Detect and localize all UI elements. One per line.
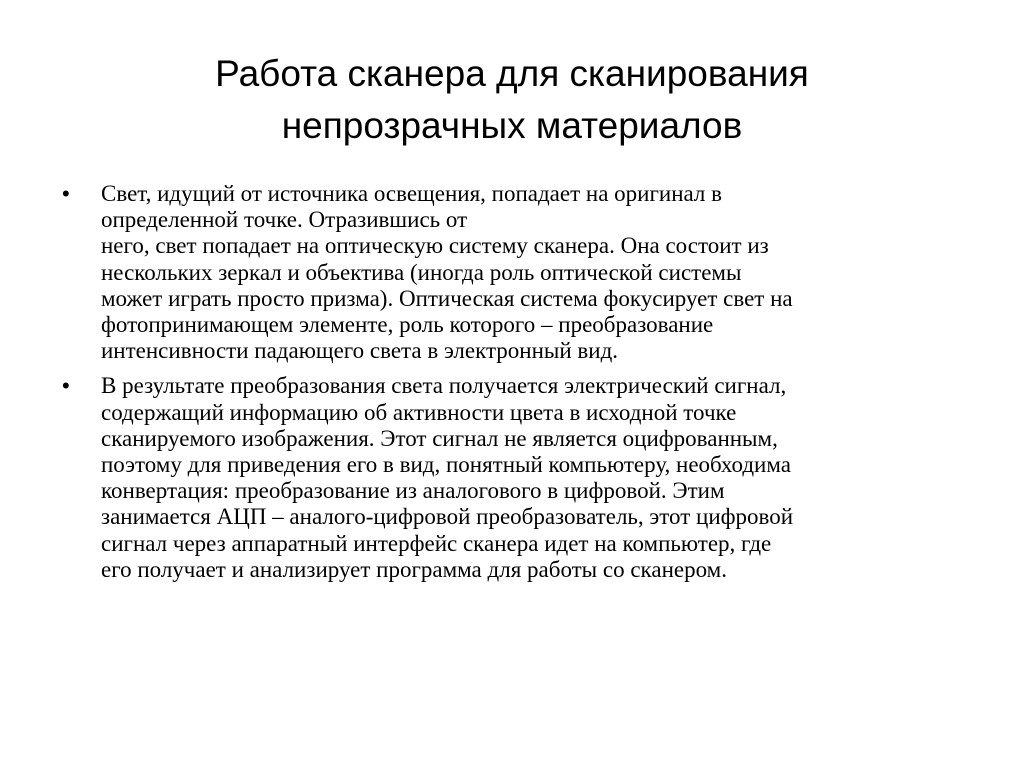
bullet-text-line: его получает и анализирует программа для работы со сканером. xyxy=(101,556,727,582)
bullet-text-line: занимается АЦП – аналого-цифровой преобразователь, этот цифровой xyxy=(101,504,794,530)
bullet-text-line: содержащий информацию об активности цвета в исходной точке xyxy=(101,399,737,425)
bullet-text-line: может играть просто призма). Оптическая система фокусирует свет на xyxy=(101,285,793,311)
bullet-text-line: поэтому для приведения его в вид, понятный компьютеру, необходима xyxy=(101,452,791,478)
bullet-item xyxy=(62,373,972,583)
bullet-text-line: сканируемого изображения. Этот сигнал не является оцифрованным, xyxy=(101,425,778,451)
bullet-list xyxy=(62,181,972,592)
bullet-item xyxy=(62,181,972,364)
bullet-dot-icon: • xyxy=(62,373,70,399)
bullet-text-line: него, свет попадает на оптическую систему сканера. Она состоит из xyxy=(101,233,769,259)
slide-title xyxy=(60,48,964,152)
bullet-text-line: нескольких зеркал и объектива (иногда роль оптической системы xyxy=(101,259,742,285)
bullet-text-line: В результате преобразования света получается электрический сигнал, xyxy=(101,373,787,399)
bullet-text-line: фотопринимающем элементе, роль которого – преобразование xyxy=(101,312,714,338)
bullet-text-line: сигнал через аппаратный интерфейс сканера идет на компьютер, где xyxy=(101,530,772,556)
bullet-text-line: конвертация: преобразование из аналогового в цифровой. Этим xyxy=(101,478,725,504)
bullet-text-line: Свет, идущий от источника освещения, попадает на оригинал в xyxy=(101,181,723,206)
bullet-dot-icon: • xyxy=(62,181,70,206)
bullet-text-line: определенной точке. Отразившись от xyxy=(101,207,468,233)
slide-title-line: Работа сканера для сканирования xyxy=(215,53,809,94)
bullet-text-line: интенсивности падающего света в электронный вид. xyxy=(101,338,619,364)
slide-title-line: непрозрачных материалов xyxy=(281,105,743,146)
